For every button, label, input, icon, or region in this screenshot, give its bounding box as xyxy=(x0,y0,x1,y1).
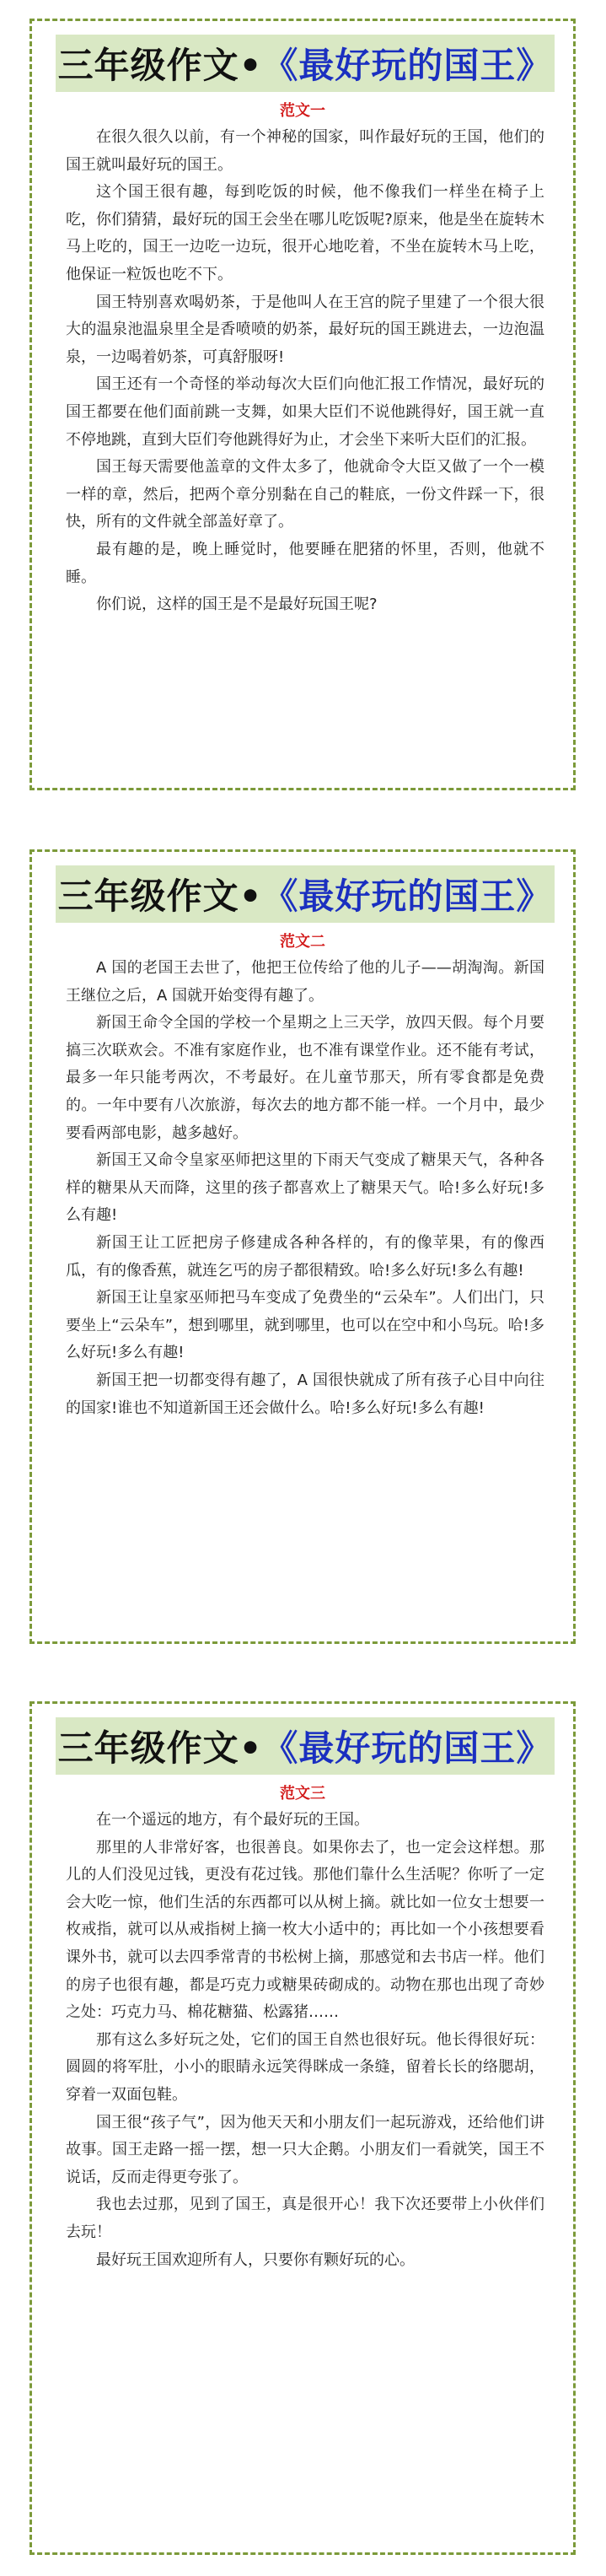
paragraph: 国王特别喜欢喝奶茶，于是他叫人在王宫的院子里建了一个很大很大的温泉池温泉里全是香喷喷的奶茶，最好玩的国王跳进去，一边泡温泉，一边喝着奶茶，可真舒服呀! xyxy=(66,293,544,366)
essay-subtitle: 范文三 xyxy=(280,1785,325,1803)
paragraph: 那里的人非常好客，也很善良。如果你去了，也一定会这样想。那儿的人们没见过钱，更没有花过钱。那他们靠什么生活呢？你听了一定会大吃一惊，他们生活的东西都可以从树上摘。就比如一位女士想要一枚戒指，就可以从戒指树上摘一枚大小适中的；再比如一个小孩想要看课外书，就可以去四季常青的书松树上摘，那感觉和去书店一样。他们的房子也很有趣，都是巧克力或糖果砖砌成的。动物在那也出现了奇妙之处：巧克力马、棉花糖猫、松露猪…… xyxy=(66,1838,544,2022)
paragraph: 那有这么多好玩之处，它们的国王自然也很好玩。他长得很好玩：圆圆的将军肚，小小的眼睛永远笑得眯成一条缝，留着长长的络腮胡，穿着一双面包鞋。 xyxy=(66,2030,544,2104)
essay-subtitle: 范文一 xyxy=(280,102,325,120)
paragraph: 我也去过那，见到了国王，真是很开心！我下次还要带上小伙伴们去玩！ xyxy=(66,2196,544,2241)
title-prefix: 三年级作文• xyxy=(57,876,263,917)
title-prefix: 三年级作文• xyxy=(57,45,263,86)
paragraph: 新国王让皇家巫师把马车变成了免费坐的“云朵车”。人们出门，只要坐上“云朵车”，想到哪里，就到哪里，也可以在空中和小鸟玩。哈!多么好玩!多么有趣! xyxy=(66,1289,544,1362)
title-main: 《最好玩的国王》 xyxy=(262,45,553,86)
essay-body xyxy=(66,1807,544,2274)
essay-title-bar xyxy=(56,35,555,92)
essay-body xyxy=(66,955,544,1422)
paragraph: 国王很“孩子气”，因为他天天和小朋友们一起玩游戏，还给他们讲故事。国王走路一摇一摆，想一只大企鹅。小朋友们一看就笑，国王不说话，反而走得更夸张了。 xyxy=(66,2113,544,2186)
paragraph: 国王每天需要他盖章的文件太多了，他就命令大臣又做了一个一模一样的章，然后，把两个章分别黏在自己的鞋底，一份文件踩一下，很快，所有的文件就全部盖好章了。 xyxy=(66,458,544,531)
paragraph: 最好玩王国欢迎所有人，只要你有颗好玩的心。 xyxy=(96,2250,415,2269)
title-prefix: 三年级作文• xyxy=(57,1727,263,1769)
essay-card-3 xyxy=(29,1701,576,2555)
paragraph: 你们说，这样的国王是不是最好玩国王呢? xyxy=(96,595,378,614)
essay-title-bar xyxy=(56,865,555,923)
paragraph: A 国的老国王去世了，他把王位传给了他的儿子——胡淘淘。新国王继位之后，A 国就开始变得有趣了。 xyxy=(66,959,544,1005)
essay-body xyxy=(66,124,544,619)
essay-card-2 xyxy=(29,849,576,1644)
essay-subtitle: 范文二 xyxy=(280,933,325,951)
paragraph: 国王还有一个奇怪的举动每次大臣们向他汇报工作情况，最好玩的国王都要在他们面前跳一支舞，如果大臣们不说他跳得好，国王就一直不停地跳，直到大臣们夸他跳得好为止，才会坐下来听大臣们的汇报。 xyxy=(66,375,544,449)
paragraph: 最有趣的是，晚上睡觉时，他要睡在肥猪的怀里，否则，他就不睡。 xyxy=(66,540,544,586)
paragraph: 在很久很久以前，有一个神秘的国家，叫作最好玩的王国，他们的国王就叫最好玩的国王。 xyxy=(66,128,544,174)
paragraph: 新国王让工匠把房子修建成各种各样的，有的像苹果，有的像西瓜，有的像香蕉，就连乞丐的房子都很精致。哈!多么好玩!多么有趣! xyxy=(66,1233,544,1280)
paragraph: 新国王命令全国的学校一个星期之上三天学，放四天假。每个月要搞三次联欢会。不准有家庭作业，也不准有课堂作业。还不能有考试，最多一年只能考两次，不考最好。在儿童节那天，所有零食都是免费的。一年中要有八次旅游，每次去的地方都不能一样。一个月中，最少要看两部电影，越多越好。 xyxy=(66,1014,544,1142)
title-main: 《最好玩的国王》 xyxy=(262,1727,553,1769)
title-main: 《最好玩的国王》 xyxy=(262,876,553,917)
essay-card-1 xyxy=(29,19,576,790)
paragraph: 这个国王很有趣，每到吃饭的时候，他不像我们一样坐在椅子上吃，你们猜猜，最好玩的国王会坐在哪儿吃饭呢?原来，他是坐在旋转木马上吃的，国王一边吃一边玩，很开心地吃着，不坐在旋转木马上吃，他保证一粒饭也吃不下。 xyxy=(66,183,544,283)
paragraph: 新国王又命令皇家巫师把这里的下雨天气变成了糖果天气，各种各样的糖果从天而降，这里的孩子都喜欢上了糖果天气。哈!多么好玩!多么有趣! xyxy=(66,1151,544,1225)
essay-title-bar xyxy=(56,1717,555,1775)
paragraph: 新国王把一切都变得有趣了，A 国很快就成了所有孩子心目中向往的国家!谁也不知道新国王还会做什么。哈!多么好玩!多么有趣! xyxy=(66,1371,544,1417)
paragraph: 在一个遥远的地方，有个最好玩的王国。 xyxy=(96,1811,369,1829)
